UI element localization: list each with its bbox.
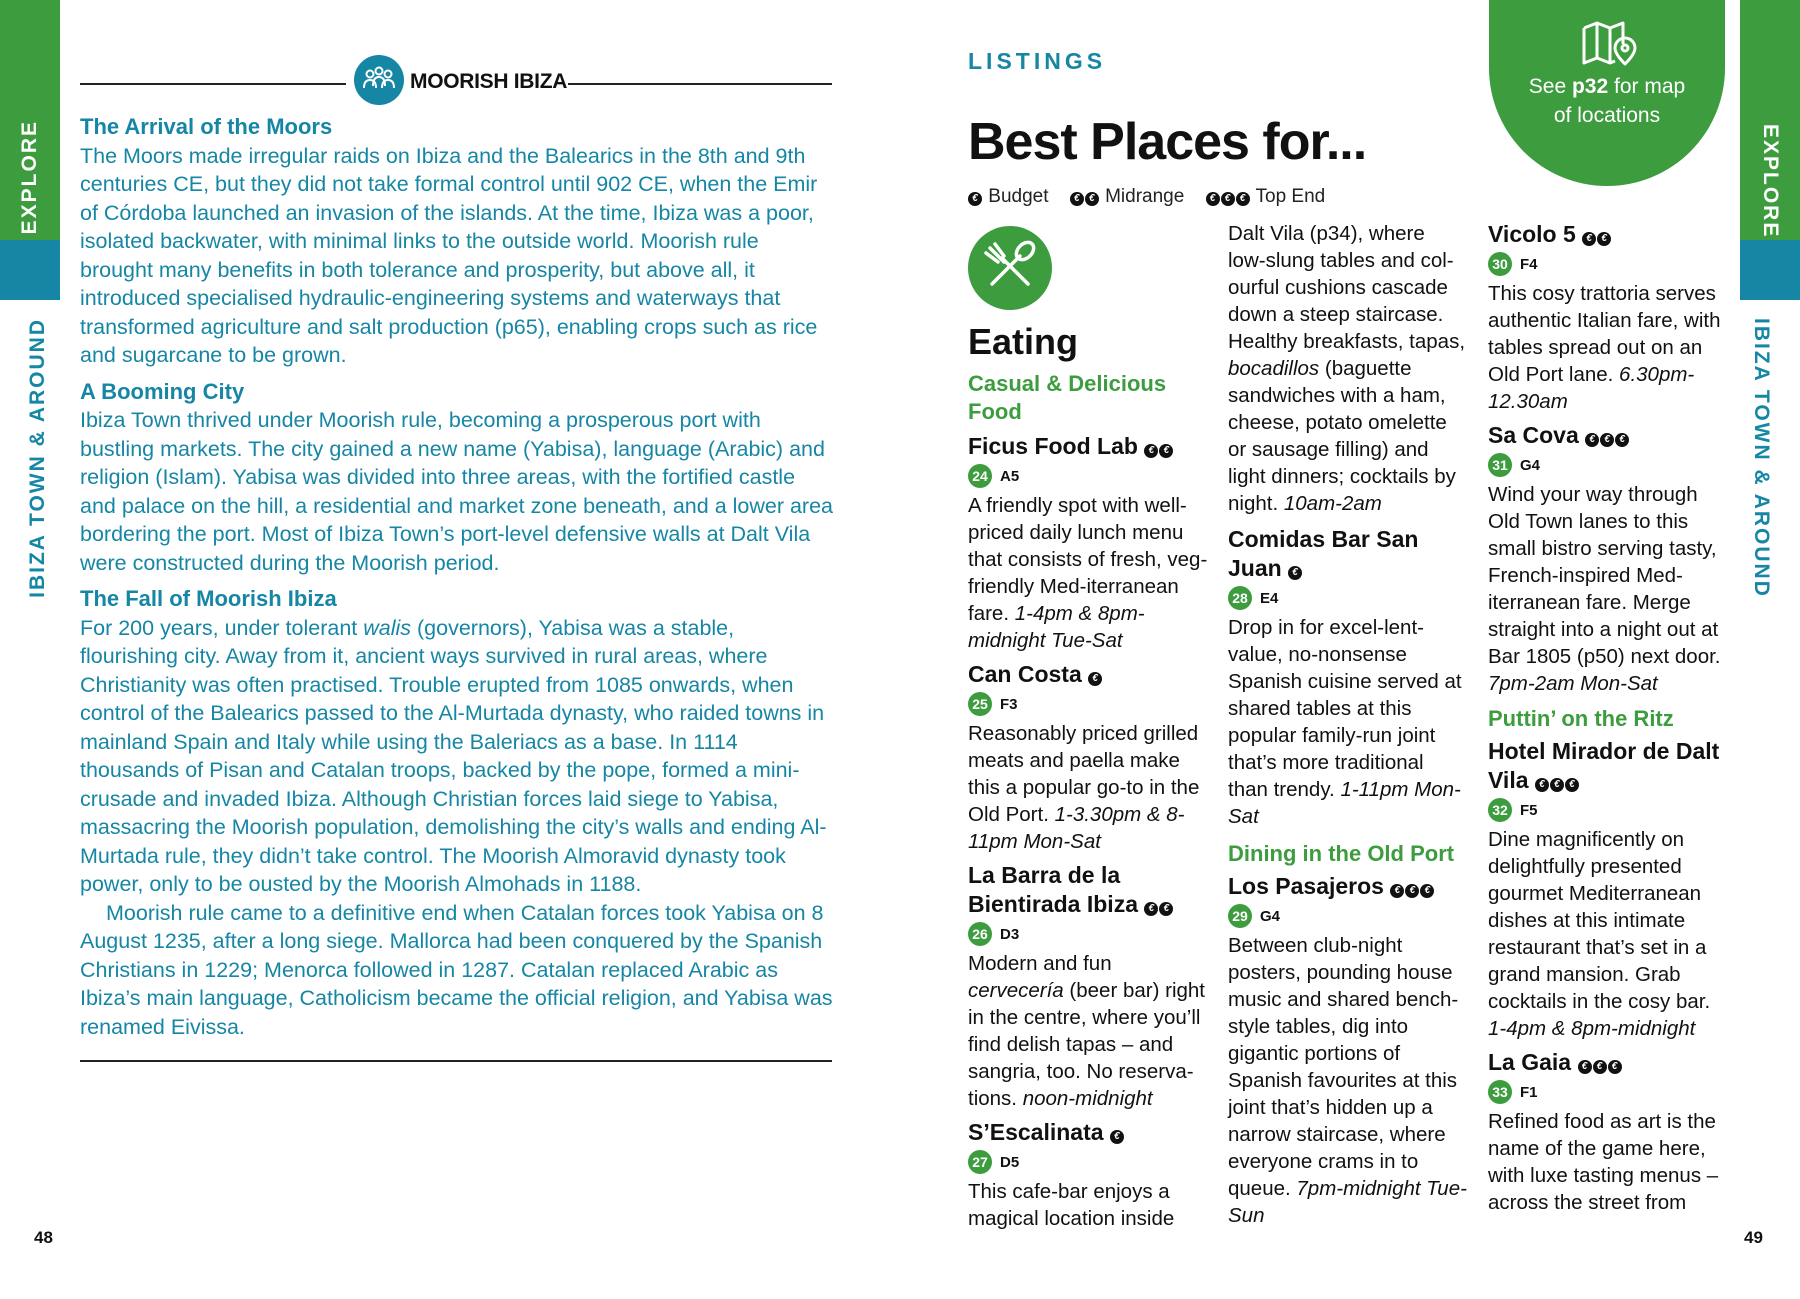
venue-description: Dine magnificently on delightfully presented gourmet Mediterranean dishes at this intimate restaurant that’s set in a grand mansion. Grab cocktails in the cosy bar. 1-4pm & 8pm-midnight (1488, 828, 1711, 1040)
listings-kicker: LISTINGS (968, 48, 1107, 74)
venue-description: Between club-night posters, pounding house music and shared bench-style tables, dig into gigantic portions of Spanish favourites at this joint that’s hidden up a narrow staircase, where everyone crams in to queue. 7pm-midnight Tue-Sun (1228, 934, 1467, 1227)
map-icon (1581, 20, 1637, 66)
feature-title: MOORISH IBIZA (410, 70, 568, 93)
fork-knife-icon (968, 226, 1052, 310)
listings-column-2 (1228, 220, 1468, 1229)
venue-name: Comidas Bar San Juan € (1228, 526, 1419, 581)
section-title-eating: Eating (968, 321, 1079, 362)
venue-name: Vicolo 5 € € (1488, 220, 1726, 249)
section-text: For 200 years, under tolerant walis (governors), Yabisa was a stable, flourishing city. Away from it, ancient ways survived in rural areas, where Christianity was often practised. Trouble erupted from 1085 onwards, when control of the Balearics passed to the Al-Murtada dynasty, who raided towns in mainland Spain and Italy while using the Baleriacs as a base. In 1114 thousands of Pisan and Catalan troops, backed by the pope, formed a mini-crusade and invaded Ibiza. Although Christian forces laid siege to Yabisa, massacring the Moorish population, demolishing the city’s walls and ending Al-Murtada rule, they didn’t take control. The Moorish Almoravid dynasty took power, only to be ousted by the Moorish Almohads in 1188. (80, 615, 827, 896)
venue-map-ref: 29 G4 (1228, 904, 1468, 929)
section-heading: The Arrival of the Moors (80, 114, 333, 139)
map-marker: 26 (968, 922, 992, 946)
map-reference[interactable] (1489, 0, 1725, 186)
venue-name: S’Escalinata € (968, 1118, 1208, 1147)
subsection-casual: Casual & Delicious Food (968, 371, 1167, 424)
map-marker: 27 (968, 1150, 992, 1174)
venue-name: Los Pasajeros € € € (1228, 872, 1468, 901)
venue-map-ref: 24 A5 (968, 464, 1208, 489)
section-text: Ibiza Town thrived under Moorish rule, becoming a prosperous port with bustling markets. The city gained a new name (Yabisa), language (Arabic) and religion (Islam). Yabisa was divided into three areas, with the fortified castle and palace on the hill, a residential and market zone beneath, and a lower area bordering the port. Most of Ibiza Town’s port-level defensive walls at Dalt Vila were constructed during the Moorish period. (80, 408, 834, 575)
map-marker: 28 (1228, 586, 1252, 610)
side-tab-strip-right (1740, 240, 1800, 300)
venue-map-ref: 25 F3 (968, 692, 1208, 717)
map-marker: 31 (1488, 453, 1512, 477)
venue-map-ref: 28 E4 (1228, 586, 1468, 611)
price-legend: € Budget € € Midrange € € € Top End (968, 186, 1341, 208)
map-marker: 33 (1488, 1080, 1512, 1104)
side-tab-label: EXPLORE (18, 120, 41, 235)
venue-description-continued: Dalt Vila (p34), where low-slung tables and col-ourful cushions cascade down a steep staircase. Healthy breakfasts, tapas, bocadillos (baguette sandwiches with a ham, cheese, potato omelette or sausage filling) and light dinners; cocktails by night. 10am-2am (1228, 222, 1466, 515)
section-text: The Moors made irregular raids on Ibiza and the Balearics in the 8th and 9th centuries CE, but they did not take formal control until 902 CE, when the Emir of Córdoba launched an invasion of the islands. At the time, Ibiza was a poor, isolated backwater, with minimal links to the outside world. Moorish rule brought many benefits in both tolerance and prosperity, but above all, it introduced specialised hydraulic-engineering systems and waterways that transformed agriculture and salt production (p65), enabling crops such as rice and sugarcane to be grown. (80, 143, 818, 367)
map-marker: 32 (1488, 798, 1512, 822)
venue-description: Modern and fun cervecería (beer bar) right in the centre, where you’ll find delish tapas – and sangria, too. No reserva-tions. noon-midnight (968, 952, 1205, 1110)
section-text: Moorish rule came to a definitive end when Catalan forces took Yabisa on 8 August 1235, after a long siege. Mallorca had been conquered by the Spanish Christians in 1229; Menorca followed in 1287. Catalan replaced Arabic as Ibiza’s main language, Catholicism became the official religion, and Yabisa was renamed Eivissa. (80, 900, 833, 1039)
side-tab-explore-right (1740, 0, 1800, 240)
map-marker: 29 (1228, 904, 1252, 928)
listings-column-3 (1488, 220, 1726, 1216)
listings-column-1 (968, 226, 1208, 1232)
side-tab-label: EXPLORE (1759, 124, 1782, 239)
venue-map-ref: 27 D5 (968, 1150, 1208, 1175)
page-number-left: 48 (34, 1228, 53, 1247)
section-heading: The Fall of Moorish Ibiza (80, 586, 337, 611)
venue-map-ref: 33 F1 (1488, 1080, 1726, 1105)
map-note: See p32 for map of locations (1528, 75, 1686, 127)
venue-name: Ficus Food Lab € € (968, 432, 1208, 461)
section-heading: A Booming City (80, 378, 245, 404)
feature-rule-right (568, 83, 832, 85)
feature-rule-left (80, 83, 346, 85)
venue-map-ref: 31 G4 (1488, 453, 1726, 478)
venue-description: Wind your way through Old Town lanes to this small bistro serving tasty, French-inspired Med-iterranean fare. Merge straight into a night out at Bar 1805 (p50) next door. 7pm-2am Mon-Sat (1488, 483, 1721, 695)
feature-rule-bottom (80, 1060, 832, 1062)
map-marker: 24 (968, 464, 992, 488)
venue-description: Reasonably priced grilled meats and paella make this a popular go-to in the Old Port. 1-3.30pm & 8-11pm Mon-Sat (968, 722, 1200, 853)
venue-name: La Barra de la Bientirada Ibiza € € (968, 861, 1208, 919)
venue-map-ref: 26 D3 (968, 922, 1208, 947)
venue-description: A friendly spot with well-priced daily lunch menu that consists of fresh, veg-friendly Med-iterranean fare. 1-4pm & 8pm-midnight Tue-Sat (968, 494, 1208, 652)
side-tab-section-left: IBIZA TOWN & AROUND (26, 318, 49, 598)
page-number-right: 49 (1744, 1228, 1763, 1247)
people-icon (354, 55, 404, 105)
venue-description: This cosy trattoria serves authentic Italian fare, with tables spread out on an Old Port lane. 6.30pm-12.30am (1488, 282, 1721, 413)
side-tab-explore-left (0, 0, 60, 240)
map-marker: 25 (968, 692, 992, 716)
venue-name: Hotel Mirador de Dalt Vila € € € (1488, 738, 1720, 793)
side-tab-strip-left (0, 240, 60, 300)
venue-map-ref: 32 F5 (1488, 798, 1726, 823)
map-marker: 30 (1488, 252, 1512, 276)
venue-name: Can Costa € (968, 660, 1208, 689)
venue-description: Drop in for excel-lent-value, no-nonsense Spanish cuisine served at shared tables at this popular family-run joint that’s more traditional than trendy. 1-11pm Mon-Sat (1228, 616, 1462, 828)
venue-description: This cafe-bar enjoys a magical location inside (968, 1180, 1175, 1230)
side-tab-section-right: IBIZA TOWN & AROUND (1750, 318, 1773, 598)
feature-body (80, 113, 835, 1041)
subsection-old-port: Dining in the Old Port (1228, 841, 1455, 866)
venue-name: Sa Cova € € € (1488, 421, 1726, 450)
venue-map-ref: 30 F4 (1488, 252, 1726, 277)
subsection-ritz: Puttin’ on the Ritz (1488, 706, 1674, 731)
venue-description: Refined food as art is the name of the game here, with luxe tasting menus – across the street from (1488, 1110, 1719, 1214)
page-title: Best Places for... (968, 113, 1367, 171)
venue-name: La Gaia € € € (1488, 1048, 1726, 1077)
